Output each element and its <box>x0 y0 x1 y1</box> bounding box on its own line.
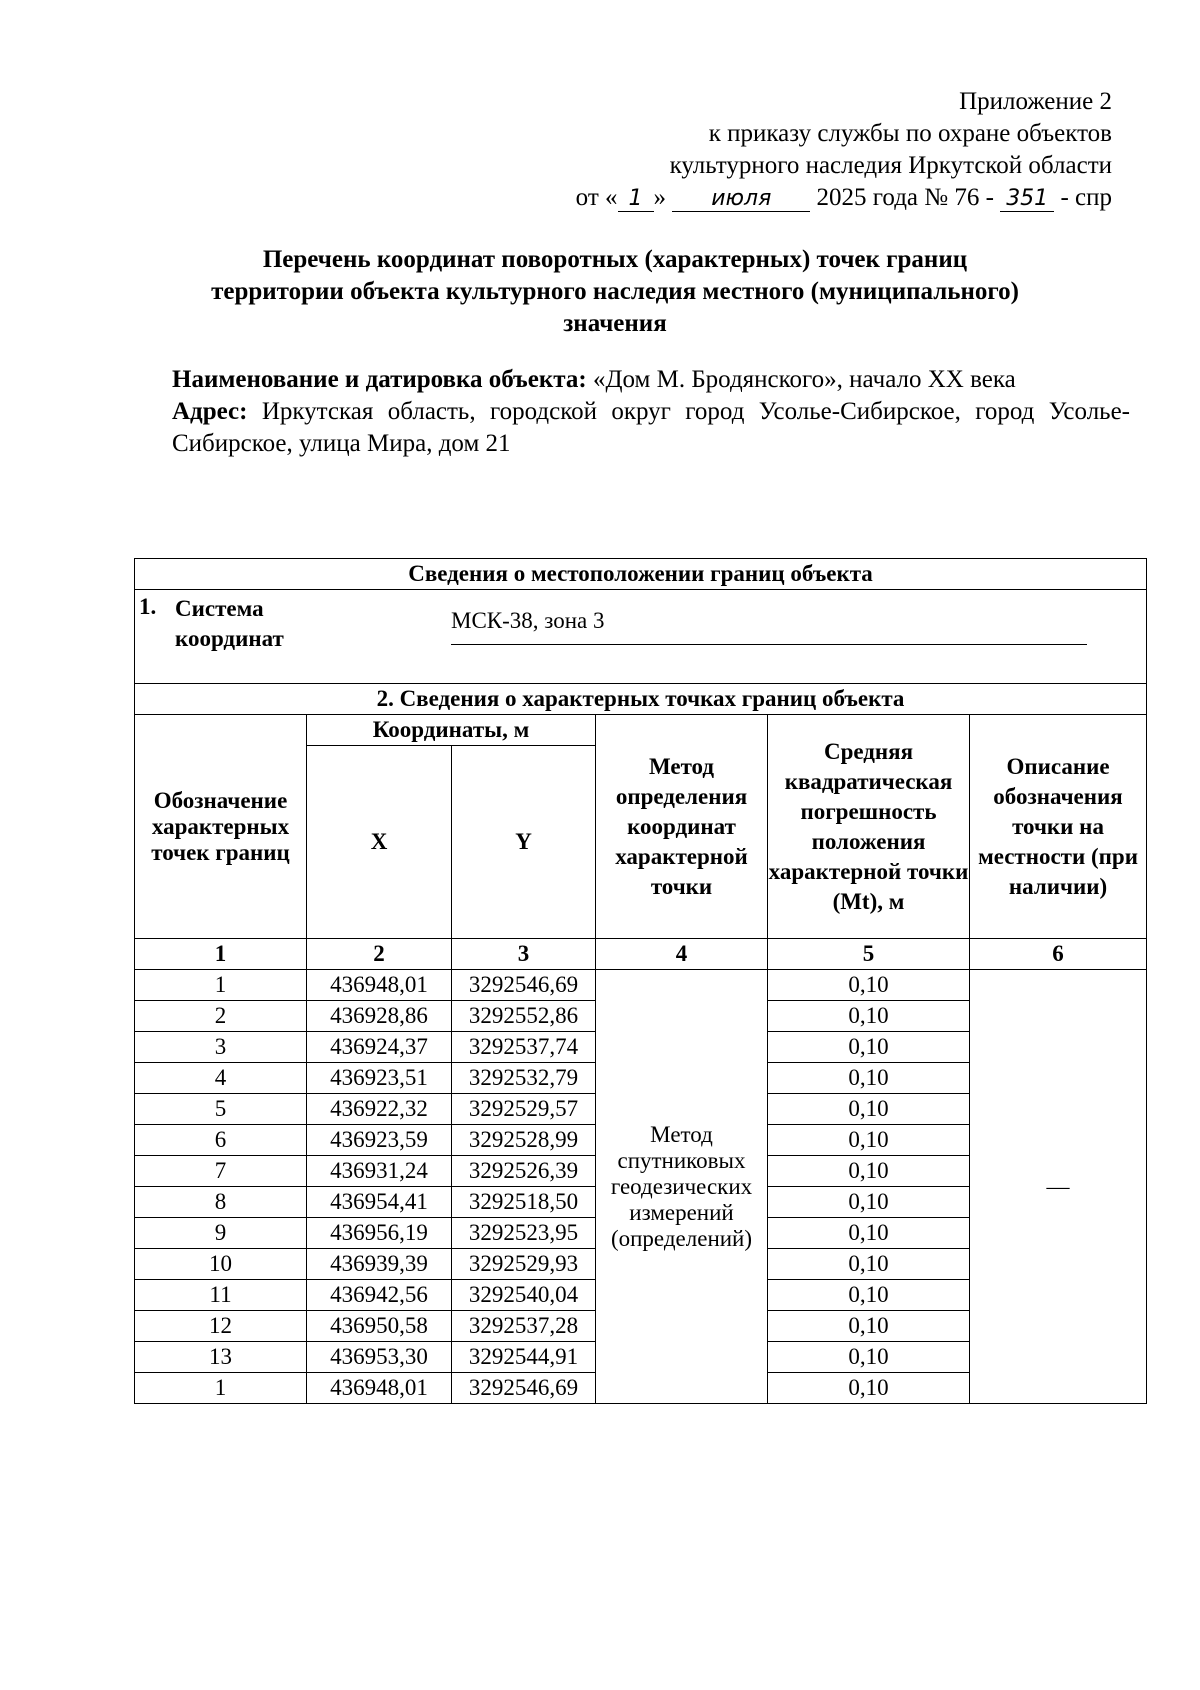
point-cell: 7 <box>135 1156 307 1187</box>
mt-cell: 0,10 <box>768 1280 970 1311</box>
mt-cell: 0,10 <box>768 1218 970 1249</box>
section-2-title: 2. Сведения о характерных точках границ объекта <box>135 684 1147 715</box>
mt-cell: 0,10 <box>768 1342 970 1373</box>
mt-cell: 0,10 <box>768 1187 970 1218</box>
date-mid: » <box>653 184 667 211</box>
point-cell: 1 <box>135 1373 307 1404</box>
coordinate-system-label <box>175 594 284 654</box>
document-title <box>150 244 1080 340</box>
section-1-title: Сведения о местоположении границ объекта <box>135 559 1147 590</box>
title-line-3: значения <box>563 310 667 337</box>
y-cell: 3292523,95 <box>452 1218 596 1249</box>
x-cell: 436948,01 <box>307 1373 452 1404</box>
coordinate-system-label-line-2: координат <box>175 626 284 651</box>
column-number-1: 1 <box>135 939 307 970</box>
x-cell: 436922,32 <box>307 1094 452 1125</box>
description-cell: — <box>970 970 1147 1404</box>
x-cell: 436928,86 <box>307 1001 452 1032</box>
column-number-4: 4 <box>596 939 768 970</box>
column-number-5: 5 <box>768 939 970 970</box>
appendix-order-ref: к приказу службы по охране объектов <box>708 120 1112 147</box>
title-line-2: территории объекта культурного наследия местного (муниципального) <box>211 278 1019 305</box>
point-cell: 3 <box>135 1032 307 1063</box>
column-number-6: 6 <box>970 939 1147 970</box>
handwritten-month: июля <box>672 187 810 212</box>
object-address-line <box>172 396 1130 460</box>
y-cell: 3292532,79 <box>452 1063 596 1094</box>
header-description: Описание обозначения точки на местности (при наличии) <box>970 715 1147 939</box>
point-cell: 9 <box>135 1218 307 1249</box>
y-cell: 3292518,50 <box>452 1187 596 1218</box>
handwritten-day: 1 <box>618 187 654 212</box>
title-line-1: Перечень координат поворотных (характерных) точек границ <box>262 246 968 273</box>
appendix-number: Приложение 2 <box>959 88 1112 115</box>
object-name-line <box>172 364 1130 396</box>
x-cell: 436923,59 <box>307 1125 452 1156</box>
x-cell: 436950,58 <box>307 1311 452 1342</box>
mt-cell: 0,10 <box>768 1094 970 1125</box>
date-prefix: от « <box>575 184 618 211</box>
x-cell: 436923,51 <box>307 1063 452 1094</box>
object-address-label: Адрес: <box>172 398 248 425</box>
mt-cell: 0,10 <box>768 1001 970 1032</box>
point-cell: 8 <box>135 1187 307 1218</box>
point-cell: 12 <box>135 1311 307 1342</box>
date-year: 2025 года № 76 - <box>816 184 994 211</box>
handwritten-order-number: 351 <box>1000 187 1054 212</box>
y-cell: 3292552,86 <box>452 1001 596 1032</box>
object-address-value: Иркутская область, городской округ город Усолье-Сибирское, город Усолье-Сибирское, улица Мира, дом 21 <box>172 398 1131 457</box>
header-coords: Координаты, м <box>307 715 596 746</box>
x-cell: 436942,56 <box>307 1280 452 1311</box>
coordinate-system-value: МСК-38, зона 3 <box>451 608 1087 645</box>
x-cell: 436924,37 <box>307 1032 452 1063</box>
y-cell: 3292537,28 <box>452 1311 596 1342</box>
y-cell: 3292546,69 <box>452 970 596 1001</box>
mt-cell: 0,10 <box>768 1032 970 1063</box>
x-cell: 436954,41 <box>307 1187 452 1218</box>
header-y: Y <box>452 746 596 939</box>
y-cell: 3292537,74 <box>452 1032 596 1063</box>
coordinates-table <box>134 558 1147 1404</box>
mt-cell: 0,10 <box>768 1125 970 1156</box>
object-info <box>172 364 1130 460</box>
column-number-2: 2 <box>307 939 452 970</box>
appendix-header <box>576 86 1112 214</box>
object-name-label: Наименование и датировка объекта: <box>172 366 587 393</box>
y-cell: 3292546,69 <box>452 1373 596 1404</box>
mt-cell: 0,10 <box>768 1249 970 1280</box>
table-row <box>135 970 1147 1001</box>
point-cell: 5 <box>135 1094 307 1125</box>
point-cell: 4 <box>135 1063 307 1094</box>
mt-cell: 0,10 <box>768 1063 970 1094</box>
point-cell: 13 <box>135 1342 307 1373</box>
coordinate-system-label-line-1: Система <box>175 596 264 621</box>
appendix-date-line <box>576 182 1112 214</box>
mt-cell: 0,10 <box>768 970 970 1001</box>
method-cell: Метод спутниковых геодезических измерений (определений) <box>596 970 768 1404</box>
y-cell: 3292529,57 <box>452 1094 596 1125</box>
header-method: Метод определения координат характерной точки <box>596 715 768 939</box>
point-cell: 11 <box>135 1280 307 1311</box>
x-cell: 436953,30 <box>307 1342 452 1373</box>
column-number-3: 3 <box>452 939 596 970</box>
mt-cell: 0,10 <box>768 1311 970 1342</box>
appendix-authority: культурного наследия Иркутской области <box>669 152 1112 179</box>
y-cell: 3292544,91 <box>452 1342 596 1373</box>
x-cell: 436948,01 <box>307 970 452 1001</box>
y-cell: 3292540,04 <box>452 1280 596 1311</box>
coordinate-system-number: 1. <box>139 594 157 619</box>
header-x: X <box>307 746 452 939</box>
header-accuracy: Средняя квадратическая погрешность положения характерной точки (Mt), м <box>768 715 970 939</box>
y-cell: 3292529,93 <box>452 1249 596 1280</box>
header-point: Обозначение характерных точек границ <box>135 715 307 939</box>
order-suffix: - спр <box>1060 184 1112 211</box>
mt-cell: 0,10 <box>768 1156 970 1187</box>
coordinate-system-cell <box>135 590 1147 684</box>
x-cell: 436956,19 <box>307 1218 452 1249</box>
x-cell: 436931,24 <box>307 1156 452 1187</box>
x-cell: 436939,39 <box>307 1249 452 1280</box>
object-name-value: «Дом М. Бродянского», начало XX века <box>592 366 1016 393</box>
point-cell: 1 <box>135 970 307 1001</box>
point-cell: 10 <box>135 1249 307 1280</box>
y-cell: 3292528,99 <box>452 1125 596 1156</box>
point-cell: 2 <box>135 1001 307 1032</box>
y-cell: 3292526,39 <box>452 1156 596 1187</box>
mt-cell: 0,10 <box>768 1373 970 1404</box>
point-cell: 6 <box>135 1125 307 1156</box>
